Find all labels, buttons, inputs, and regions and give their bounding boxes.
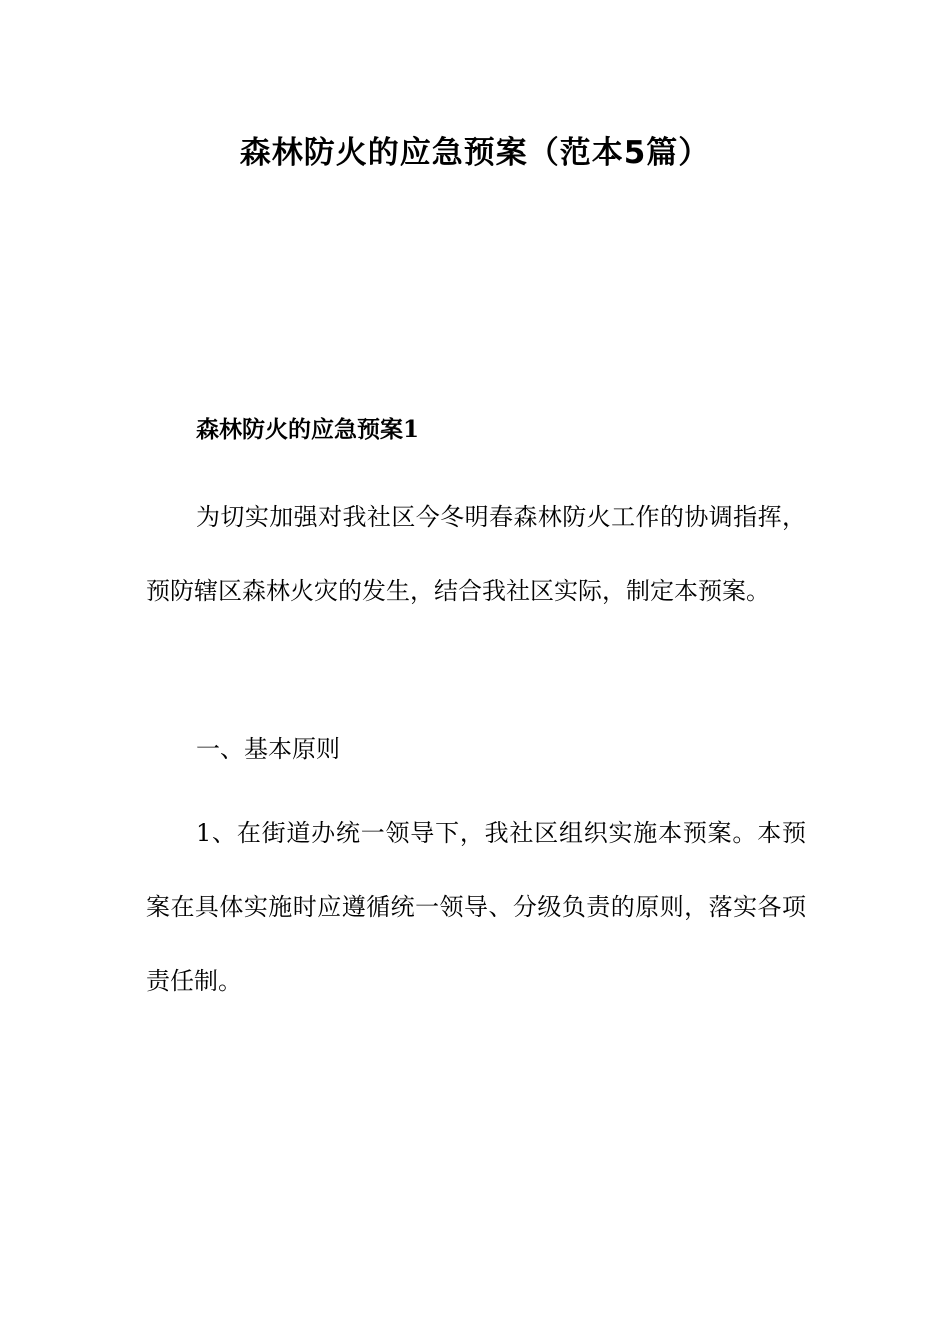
section-heading: 森林防火的应急预案1 bbox=[196, 416, 420, 443]
intro-paragraph: 为切实加强对我社区今冬明春森林防火工作的协调指挥，预防辖区森林火灾的发生，结合我社区实际，制定本预案。 bbox=[146, 503, 806, 605]
principle-1-paragraph: 1、在街道办统一领导下，我社区组织实施本预案。本预案在具体实施时应遵循统一领导、分级负责的原则，落实各项责任制。 bbox=[146, 819, 806, 995]
principles-heading: 一、基本原则 bbox=[196, 735, 340, 763]
document-title: 森林防火的应急预案（范本5篇） bbox=[239, 135, 711, 171]
